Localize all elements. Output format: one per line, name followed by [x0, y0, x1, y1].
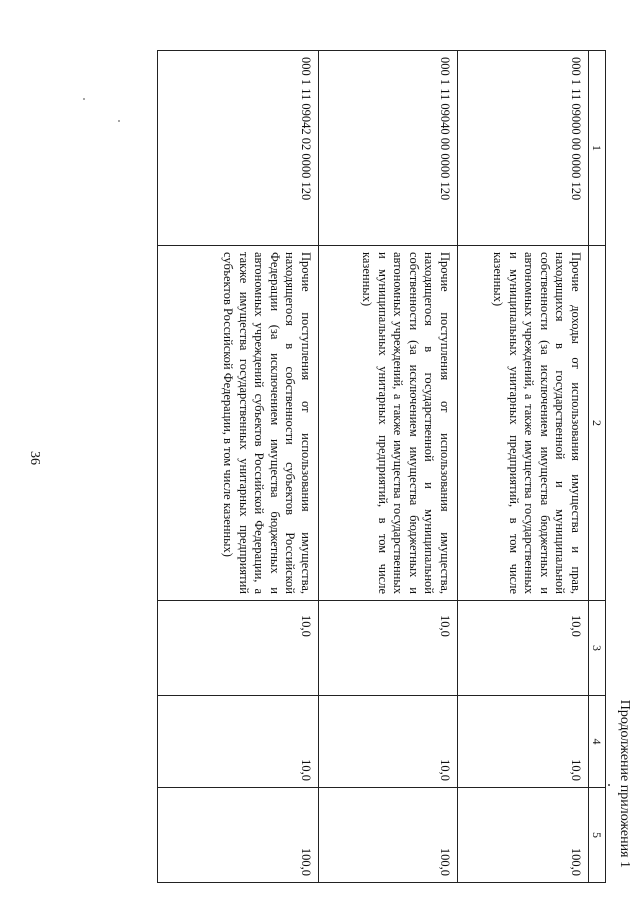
table-row	[319, 51, 458, 883]
table-row	[158, 51, 319, 883]
column-header-2: 2	[589, 246, 606, 601]
appendix-caption: Продолжение приложения 1	[617, 699, 632, 868]
scan-speck	[83, 98, 85, 100]
row-col5-value: 100,0	[319, 788, 458, 883]
revenue-table	[157, 50, 606, 883]
row-col4-value: 10,0	[158, 696, 319, 788]
row-name: Прочие доходы от использования имущества и прав, находящихся в государственной и муниципальной собственности (за исключением имущества бюджетных и автономных учреждений, а также имущества государственных и муниципальных унитарных предприятий, в том числе казенных)	[458, 246, 589, 601]
row-name: Прочие поступления от использования имущества, находящегося в собственности субъектов Российской Федерации (за исключением имущества бюджетных и автономных учреждений субъектов Российской Федерации, а также имущества государственных унитарных предприятий субъектов Российской Федерации, в том числе казенных)	[158, 246, 319, 601]
column-header-1: 1	[589, 51, 606, 246]
row-col3-value: 10,0	[458, 601, 589, 696]
row-col5-value: 100,0	[158, 788, 319, 883]
column-header-3: 3	[589, 601, 606, 696]
row-code: 000 1 11 09040 00 0000 120	[319, 51, 458, 246]
table-header-row	[589, 51, 606, 883]
row-col5-value: 100,0	[458, 788, 589, 883]
row-col4-value: 10,0	[319, 696, 458, 788]
row-code: 000 1 11 09000 00 0000 120	[458, 51, 589, 246]
row-name: Прочие поступления от использования имущества, находящегося в государственной и муниципальной собственности (за исключением имущества бюджетных и автономных учреждений, а также имущества государственных и муниципальных унитарных предприятий, в том числе казенных)	[319, 246, 458, 601]
column-header-5: 5	[589, 788, 606, 883]
row-col3-value: 10,0	[158, 601, 319, 696]
rotated-page-content	[80, 0, 640, 908]
row-code: 000 1 11 09042 02 0000 120	[158, 51, 319, 246]
page-number: 36	[27, 451, 42, 465]
row-col4-value: 10,0	[458, 696, 589, 788]
scan-speck	[608, 784, 610, 786]
scan-speck	[118, 120, 120, 122]
column-header-4: 4	[589, 696, 606, 788]
row-col3-value: 10,0	[319, 601, 458, 696]
table-row	[458, 51, 589, 883]
